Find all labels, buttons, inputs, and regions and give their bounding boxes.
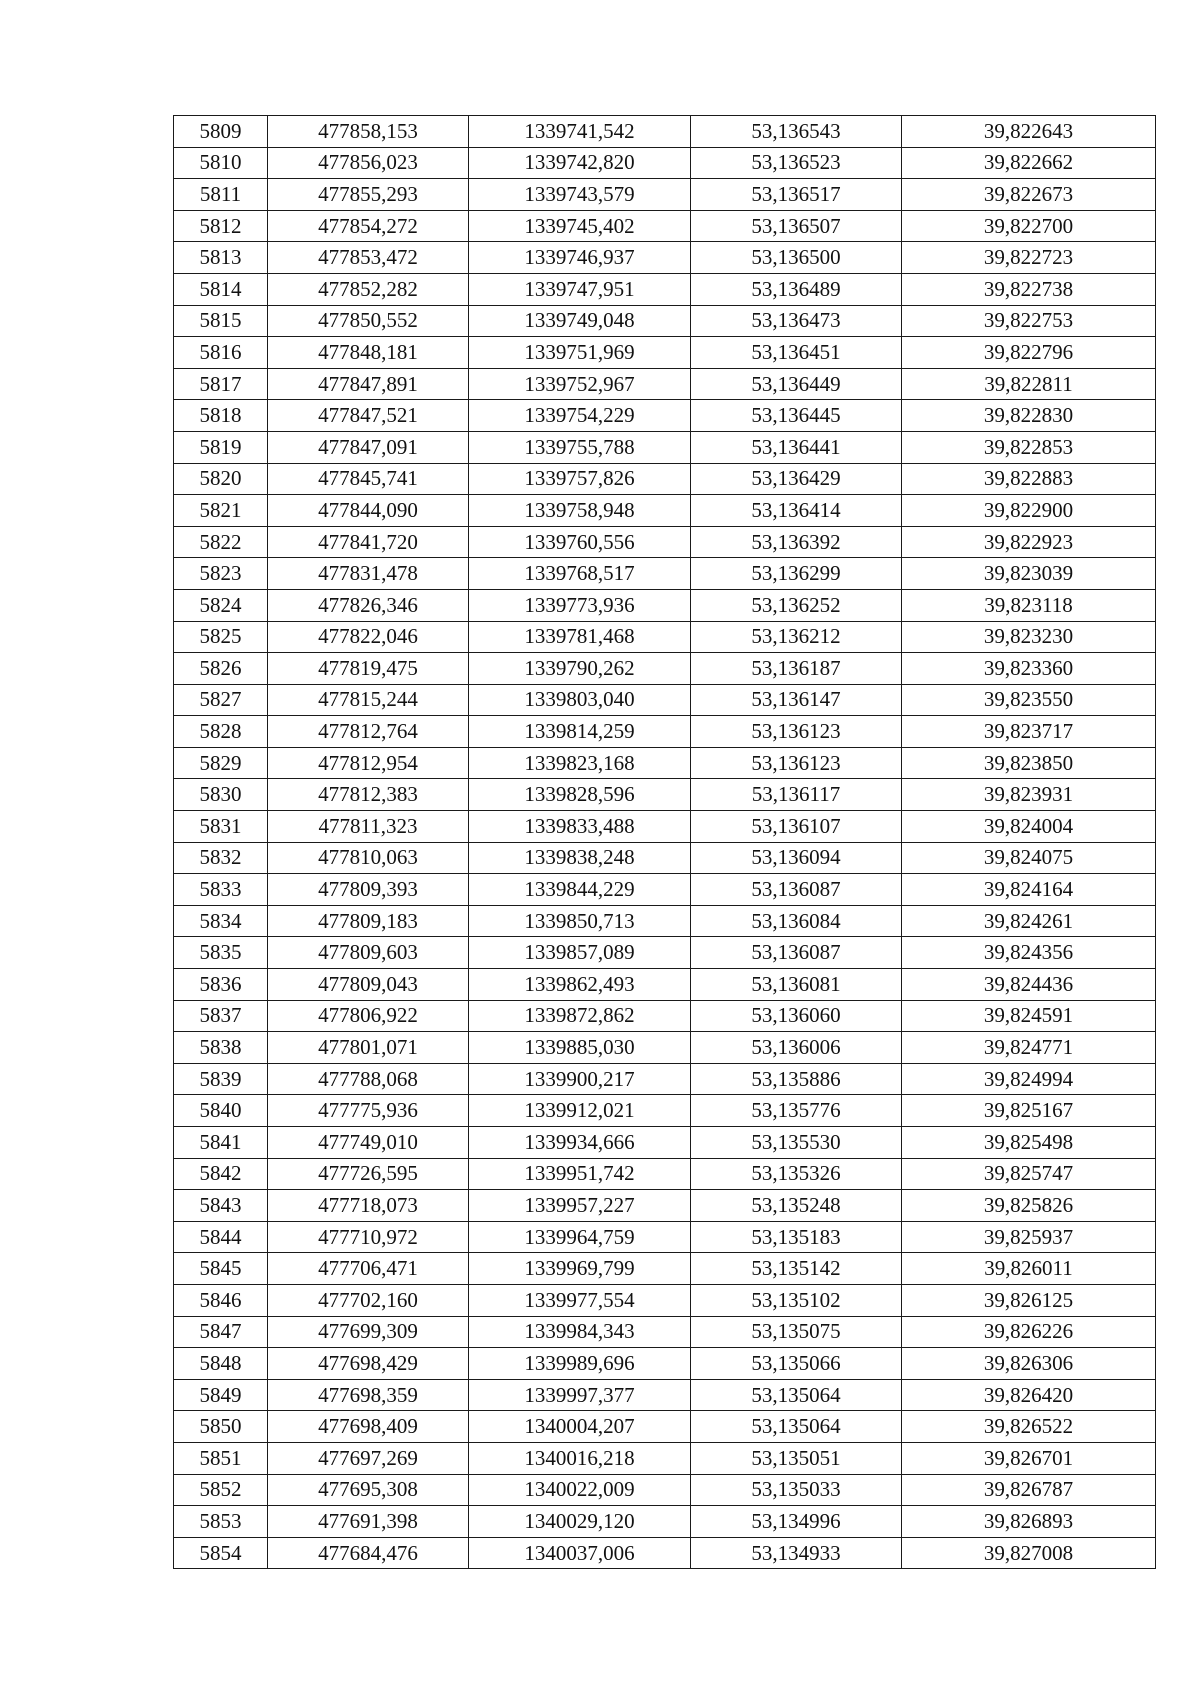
y-coordinate-cell: 1339934,666 — [469, 1127, 691, 1159]
y-coordinate-cell: 1340022,009 — [469, 1474, 691, 1506]
latitude-cell: 53,136094 — [691, 842, 902, 874]
longitude-cell: 39,824591 — [902, 1000, 1156, 1032]
x-coordinate-cell: 477853,472 — [268, 242, 469, 274]
latitude-cell: 53,136060 — [691, 1000, 902, 1032]
longitude-cell: 39,826522 — [902, 1411, 1156, 1443]
longitude-cell: 39,824004 — [902, 811, 1156, 843]
y-coordinate-cell: 1339752,967 — [469, 368, 691, 400]
point-number-cell: 5827 — [174, 684, 268, 716]
y-coordinate-cell: 1340016,218 — [469, 1442, 691, 1474]
latitude-cell: 53,135530 — [691, 1127, 902, 1159]
point-number-cell: 5842 — [174, 1158, 268, 1190]
latitude-cell: 53,136451 — [691, 337, 902, 369]
latitude-cell: 53,135051 — [691, 1442, 902, 1474]
y-coordinate-cell: 1339760,556 — [469, 526, 691, 558]
y-coordinate-cell: 1340029,120 — [469, 1506, 691, 1538]
y-coordinate-cell: 1339857,089 — [469, 937, 691, 969]
x-coordinate-cell: 477844,090 — [268, 495, 469, 527]
longitude-cell: 39,824994 — [902, 1063, 1156, 1095]
x-coordinate-cell: 477809,393 — [268, 874, 469, 906]
latitude-cell: 53,135075 — [691, 1316, 902, 1348]
table-row — [174, 179, 1156, 211]
table-row — [174, 495, 1156, 527]
y-coordinate-cell: 1339751,969 — [469, 337, 691, 369]
point-number-cell: 5819 — [174, 431, 268, 463]
table-row — [174, 842, 1156, 874]
latitude-cell: 53,135776 — [691, 1095, 902, 1127]
y-coordinate-cell: 1339984,343 — [469, 1316, 691, 1348]
point-number-cell: 5830 — [174, 779, 268, 811]
x-coordinate-cell: 477809,043 — [268, 969, 469, 1001]
point-number-cell: 5831 — [174, 811, 268, 843]
table-row — [174, 400, 1156, 432]
longitude-cell: 39,822796 — [902, 337, 1156, 369]
latitude-cell: 53,136523 — [691, 147, 902, 179]
table-row — [174, 1158, 1156, 1190]
y-coordinate-cell: 1339951,742 — [469, 1158, 691, 1190]
latitude-cell: 53,136107 — [691, 811, 902, 843]
point-number-cell: 5821 — [174, 495, 268, 527]
x-coordinate-cell: 477698,409 — [268, 1411, 469, 1443]
table-row — [174, 1379, 1156, 1411]
point-number-cell: 5814 — [174, 273, 268, 305]
point-number-cell: 5812 — [174, 210, 268, 242]
longitude-cell: 39,826893 — [902, 1506, 1156, 1538]
y-coordinate-cell: 1339743,579 — [469, 179, 691, 211]
point-number-cell: 5824 — [174, 589, 268, 621]
table-row — [174, 1190, 1156, 1222]
table-row — [174, 716, 1156, 748]
longitude-cell: 39,822662 — [902, 147, 1156, 179]
longitude-cell: 39,826226 — [902, 1316, 1156, 1348]
x-coordinate-cell: 477811,323 — [268, 811, 469, 843]
x-coordinate-cell: 477822,046 — [268, 621, 469, 653]
y-coordinate-cell: 1339754,229 — [469, 400, 691, 432]
latitude-cell: 53,136299 — [691, 558, 902, 590]
y-coordinate-cell: 1339758,948 — [469, 495, 691, 527]
x-coordinate-cell: 477856,023 — [268, 147, 469, 179]
table-row — [174, 653, 1156, 685]
table-row — [174, 337, 1156, 369]
point-number-cell: 5853 — [174, 1506, 268, 1538]
x-coordinate-cell: 477695,308 — [268, 1474, 469, 1506]
latitude-cell: 53,134933 — [691, 1537, 902, 1569]
point-number-cell: 5815 — [174, 305, 268, 337]
table-row — [174, 1411, 1156, 1443]
y-coordinate-cell: 1339828,596 — [469, 779, 691, 811]
point-number-cell: 5837 — [174, 1000, 268, 1032]
point-number-cell: 5846 — [174, 1284, 268, 1316]
latitude-cell: 53,135064 — [691, 1379, 902, 1411]
table-row — [174, 1221, 1156, 1253]
table-row — [174, 1095, 1156, 1127]
x-coordinate-cell: 477801,071 — [268, 1032, 469, 1064]
y-coordinate-cell: 1339741,542 — [469, 116, 691, 148]
longitude-cell: 39,826125 — [902, 1284, 1156, 1316]
y-coordinate-cell: 1339814,259 — [469, 716, 691, 748]
point-number-cell: 5836 — [174, 969, 268, 1001]
longitude-cell: 39,826787 — [902, 1474, 1156, 1506]
point-number-cell: 5845 — [174, 1253, 268, 1285]
point-number-cell: 5850 — [174, 1411, 268, 1443]
table-row — [174, 747, 1156, 779]
table-row — [174, 1253, 1156, 1285]
latitude-cell: 53,135066 — [691, 1348, 902, 1380]
x-coordinate-cell: 477819,475 — [268, 653, 469, 685]
y-coordinate-cell: 1339768,517 — [469, 558, 691, 590]
point-number-cell: 5810 — [174, 147, 268, 179]
longitude-cell: 39,826306 — [902, 1348, 1156, 1380]
latitude-cell: 53,136441 — [691, 431, 902, 463]
x-coordinate-cell: 477850,552 — [268, 305, 469, 337]
longitude-cell: 39,822723 — [902, 242, 1156, 274]
y-coordinate-cell: 1340004,207 — [469, 1411, 691, 1443]
longitude-cell: 39,823360 — [902, 653, 1156, 685]
longitude-cell: 39,825747 — [902, 1158, 1156, 1190]
table-row — [174, 368, 1156, 400]
point-number-cell: 5825 — [174, 621, 268, 653]
table-row — [174, 1474, 1156, 1506]
y-coordinate-cell: 1339742,820 — [469, 147, 691, 179]
point-number-cell: 5839 — [174, 1063, 268, 1095]
y-coordinate-cell: 1339803,040 — [469, 684, 691, 716]
y-coordinate-cell: 1339862,493 — [469, 969, 691, 1001]
longitude-cell: 39,822753 — [902, 305, 1156, 337]
y-coordinate-cell: 1339747,951 — [469, 273, 691, 305]
x-coordinate-cell: 477845,741 — [268, 463, 469, 495]
x-coordinate-cell: 477841,720 — [268, 526, 469, 558]
x-coordinate-cell: 477702,160 — [268, 1284, 469, 1316]
longitude-cell: 39,825937 — [902, 1221, 1156, 1253]
point-number-cell: 5809 — [174, 116, 268, 148]
longitude-cell: 39,822643 — [902, 116, 1156, 148]
longitude-cell: 39,823230 — [902, 621, 1156, 653]
x-coordinate-cell: 477726,595 — [268, 1158, 469, 1190]
longitude-cell: 39,824164 — [902, 874, 1156, 906]
latitude-cell: 53,136500 — [691, 242, 902, 274]
latitude-cell: 53,136081 — [691, 969, 902, 1001]
longitude-cell: 39,826420 — [902, 1379, 1156, 1411]
table-row — [174, 1316, 1156, 1348]
point-number-cell: 5838 — [174, 1032, 268, 1064]
longitude-cell: 39,823039 — [902, 558, 1156, 590]
y-coordinate-cell: 1339749,048 — [469, 305, 691, 337]
x-coordinate-cell: 477812,764 — [268, 716, 469, 748]
point-number-cell: 5811 — [174, 179, 268, 211]
longitude-cell: 39,822900 — [902, 495, 1156, 527]
latitude-cell: 53,136543 — [691, 116, 902, 148]
point-number-cell: 5843 — [174, 1190, 268, 1222]
x-coordinate-cell: 477831,478 — [268, 558, 469, 590]
point-number-cell: 5818 — [174, 400, 268, 432]
x-coordinate-cell: 477812,954 — [268, 747, 469, 779]
y-coordinate-cell: 1339746,937 — [469, 242, 691, 274]
point-number-cell: 5844 — [174, 1221, 268, 1253]
table-row — [174, 116, 1156, 148]
table-row — [174, 1284, 1156, 1316]
table-row — [174, 210, 1156, 242]
table-row — [174, 1537, 1156, 1569]
table-row — [174, 1000, 1156, 1032]
longitude-cell: 39,827008 — [902, 1537, 1156, 1569]
point-number-cell: 5854 — [174, 1537, 268, 1569]
x-coordinate-cell: 477788,068 — [268, 1063, 469, 1095]
point-number-cell: 5829 — [174, 747, 268, 779]
latitude-cell: 53,135326 — [691, 1158, 902, 1190]
latitude-cell: 53,136212 — [691, 621, 902, 653]
table-row — [174, 621, 1156, 653]
table-row — [174, 1506, 1156, 1538]
latitude-cell: 53,136429 — [691, 463, 902, 495]
x-coordinate-cell: 477706,471 — [268, 1253, 469, 1285]
y-coordinate-cell: 1339989,696 — [469, 1348, 691, 1380]
table-row — [174, 463, 1156, 495]
longitude-cell: 39,825498 — [902, 1127, 1156, 1159]
x-coordinate-cell: 477697,269 — [268, 1442, 469, 1474]
x-coordinate-cell: 477847,091 — [268, 431, 469, 463]
latitude-cell: 53,136449 — [691, 368, 902, 400]
table-row — [174, 1032, 1156, 1064]
longitude-cell: 39,822923 — [902, 526, 1156, 558]
x-coordinate-cell: 477710,972 — [268, 1221, 469, 1253]
y-coordinate-cell: 1339823,168 — [469, 747, 691, 779]
point-number-cell: 5823 — [174, 558, 268, 590]
x-coordinate-cell: 477852,282 — [268, 273, 469, 305]
x-coordinate-cell: 477858,153 — [268, 116, 469, 148]
table-row — [174, 1442, 1156, 1474]
point-number-cell: 5828 — [174, 716, 268, 748]
x-coordinate-cell: 477691,398 — [268, 1506, 469, 1538]
point-number-cell: 5833 — [174, 874, 268, 906]
table-row — [174, 1348, 1156, 1380]
latitude-cell: 53,136392 — [691, 526, 902, 558]
table-row — [174, 558, 1156, 590]
y-coordinate-cell: 1339844,229 — [469, 874, 691, 906]
x-coordinate-cell: 477806,922 — [268, 1000, 469, 1032]
latitude-cell: 53,136006 — [691, 1032, 902, 1064]
latitude-cell: 53,136123 — [691, 716, 902, 748]
longitude-cell: 39,822811 — [902, 368, 1156, 400]
table-row — [174, 684, 1156, 716]
latitude-cell: 53,135142 — [691, 1253, 902, 1285]
latitude-cell: 53,136252 — [691, 589, 902, 621]
x-coordinate-cell: 477684,476 — [268, 1537, 469, 1569]
longitude-cell: 39,825167 — [902, 1095, 1156, 1127]
latitude-cell: 53,136084 — [691, 905, 902, 937]
point-number-cell: 5826 — [174, 653, 268, 685]
y-coordinate-cell: 1339773,936 — [469, 589, 691, 621]
point-number-cell: 5840 — [174, 1095, 268, 1127]
longitude-cell: 39,822673 — [902, 179, 1156, 211]
latitude-cell: 53,135248 — [691, 1190, 902, 1222]
point-number-cell: 5832 — [174, 842, 268, 874]
y-coordinate-cell: 1339977,554 — [469, 1284, 691, 1316]
y-coordinate-cell: 1339757,826 — [469, 463, 691, 495]
latitude-cell: 53,135183 — [691, 1221, 902, 1253]
longitude-cell: 39,822883 — [902, 463, 1156, 495]
point-number-cell: 5835 — [174, 937, 268, 969]
latitude-cell: 53,136123 — [691, 747, 902, 779]
longitude-cell: 39,822700 — [902, 210, 1156, 242]
x-coordinate-cell: 477809,183 — [268, 905, 469, 937]
y-coordinate-cell: 1339755,788 — [469, 431, 691, 463]
longitude-cell: 39,822853 — [902, 431, 1156, 463]
longitude-cell: 39,823118 — [902, 589, 1156, 621]
longitude-cell: 39,825826 — [902, 1190, 1156, 1222]
x-coordinate-cell: 477848,181 — [268, 337, 469, 369]
table-row — [174, 1127, 1156, 1159]
y-coordinate-cell: 1339850,713 — [469, 905, 691, 937]
latitude-cell: 53,136117 — [691, 779, 902, 811]
longitude-cell: 39,824771 — [902, 1032, 1156, 1064]
y-coordinate-cell: 1339997,377 — [469, 1379, 691, 1411]
longitude-cell: 39,824436 — [902, 969, 1156, 1001]
latitude-cell: 53,135102 — [691, 1284, 902, 1316]
table-row — [174, 431, 1156, 463]
longitude-cell: 39,822830 — [902, 400, 1156, 432]
table-row — [174, 874, 1156, 906]
point-number-cell: 5820 — [174, 463, 268, 495]
latitude-cell: 53,136087 — [691, 937, 902, 969]
y-coordinate-cell: 1339872,862 — [469, 1000, 691, 1032]
longitude-cell: 39,823931 — [902, 779, 1156, 811]
y-coordinate-cell: 1340037,006 — [469, 1537, 691, 1569]
latitude-cell: 53,134996 — [691, 1506, 902, 1538]
longitude-cell: 39,826011 — [902, 1253, 1156, 1285]
latitude-cell: 53,136414 — [691, 495, 902, 527]
latitude-cell: 53,136445 — [691, 400, 902, 432]
point-number-cell: 5841 — [174, 1127, 268, 1159]
point-number-cell: 5813 — [174, 242, 268, 274]
x-coordinate-cell: 477698,429 — [268, 1348, 469, 1380]
x-coordinate-cell: 477698,359 — [268, 1379, 469, 1411]
x-coordinate-cell: 477810,063 — [268, 842, 469, 874]
latitude-cell: 53,136087 — [691, 874, 902, 906]
latitude-cell: 53,135033 — [691, 1474, 902, 1506]
x-coordinate-cell: 477826,346 — [268, 589, 469, 621]
y-coordinate-cell: 1339885,030 — [469, 1032, 691, 1064]
table-row — [174, 1063, 1156, 1095]
x-coordinate-cell: 477775,936 — [268, 1095, 469, 1127]
longitude-cell: 39,824261 — [902, 905, 1156, 937]
y-coordinate-cell: 1339790,262 — [469, 653, 691, 685]
table-row — [174, 147, 1156, 179]
y-coordinate-cell: 1339900,217 — [469, 1063, 691, 1095]
longitude-cell: 39,823550 — [902, 684, 1156, 716]
coordinate-table — [173, 115, 1156, 1569]
latitude-cell: 53,135064 — [691, 1411, 902, 1443]
longitude-cell: 39,822738 — [902, 273, 1156, 305]
x-coordinate-cell: 477749,010 — [268, 1127, 469, 1159]
x-coordinate-cell: 477718,073 — [268, 1190, 469, 1222]
table-row — [174, 526, 1156, 558]
longitude-cell: 39,826701 — [902, 1442, 1156, 1474]
point-number-cell: 5851 — [174, 1442, 268, 1474]
latitude-cell: 53,136187 — [691, 653, 902, 685]
table-row — [174, 242, 1156, 274]
y-coordinate-cell: 1339912,021 — [469, 1095, 691, 1127]
latitude-cell: 53,136489 — [691, 273, 902, 305]
y-coordinate-cell: 1339781,468 — [469, 621, 691, 653]
table-row — [174, 305, 1156, 337]
table-row — [174, 273, 1156, 305]
x-coordinate-cell: 477699,309 — [268, 1316, 469, 1348]
x-coordinate-cell: 477855,293 — [268, 179, 469, 211]
latitude-cell: 53,135886 — [691, 1063, 902, 1095]
table-row — [174, 589, 1156, 621]
longitude-cell: 39,823850 — [902, 747, 1156, 779]
latitude-cell: 53,136507 — [691, 210, 902, 242]
longitude-cell: 39,824356 — [902, 937, 1156, 969]
latitude-cell: 53,136517 — [691, 179, 902, 211]
table-row — [174, 811, 1156, 843]
coordinate-table-body — [174, 116, 1156, 1569]
x-coordinate-cell: 477847,891 — [268, 368, 469, 400]
table-row — [174, 969, 1156, 1001]
x-coordinate-cell: 477854,272 — [268, 210, 469, 242]
y-coordinate-cell: 1339969,799 — [469, 1253, 691, 1285]
table-row — [174, 779, 1156, 811]
longitude-cell: 39,823717 — [902, 716, 1156, 748]
longitude-cell: 39,824075 — [902, 842, 1156, 874]
y-coordinate-cell: 1339964,759 — [469, 1221, 691, 1253]
point-number-cell: 5834 — [174, 905, 268, 937]
point-number-cell: 5849 — [174, 1379, 268, 1411]
table-row — [174, 905, 1156, 937]
table-row — [174, 937, 1156, 969]
point-number-cell: 5847 — [174, 1316, 268, 1348]
point-number-cell: 5822 — [174, 526, 268, 558]
y-coordinate-cell: 1339838,248 — [469, 842, 691, 874]
x-coordinate-cell: 477809,603 — [268, 937, 469, 969]
point-number-cell: 5852 — [174, 1474, 268, 1506]
latitude-cell: 53,136473 — [691, 305, 902, 337]
y-coordinate-cell: 1339833,488 — [469, 811, 691, 843]
x-coordinate-cell: 477847,521 — [268, 400, 469, 432]
point-number-cell: 5816 — [174, 337, 268, 369]
point-number-cell: 5848 — [174, 1348, 268, 1380]
y-coordinate-cell: 1339957,227 — [469, 1190, 691, 1222]
latitude-cell: 53,136147 — [691, 684, 902, 716]
x-coordinate-cell: 477812,383 — [268, 779, 469, 811]
point-number-cell: 5817 — [174, 368, 268, 400]
x-coordinate-cell: 477815,244 — [268, 684, 469, 716]
y-coordinate-cell: 1339745,402 — [469, 210, 691, 242]
